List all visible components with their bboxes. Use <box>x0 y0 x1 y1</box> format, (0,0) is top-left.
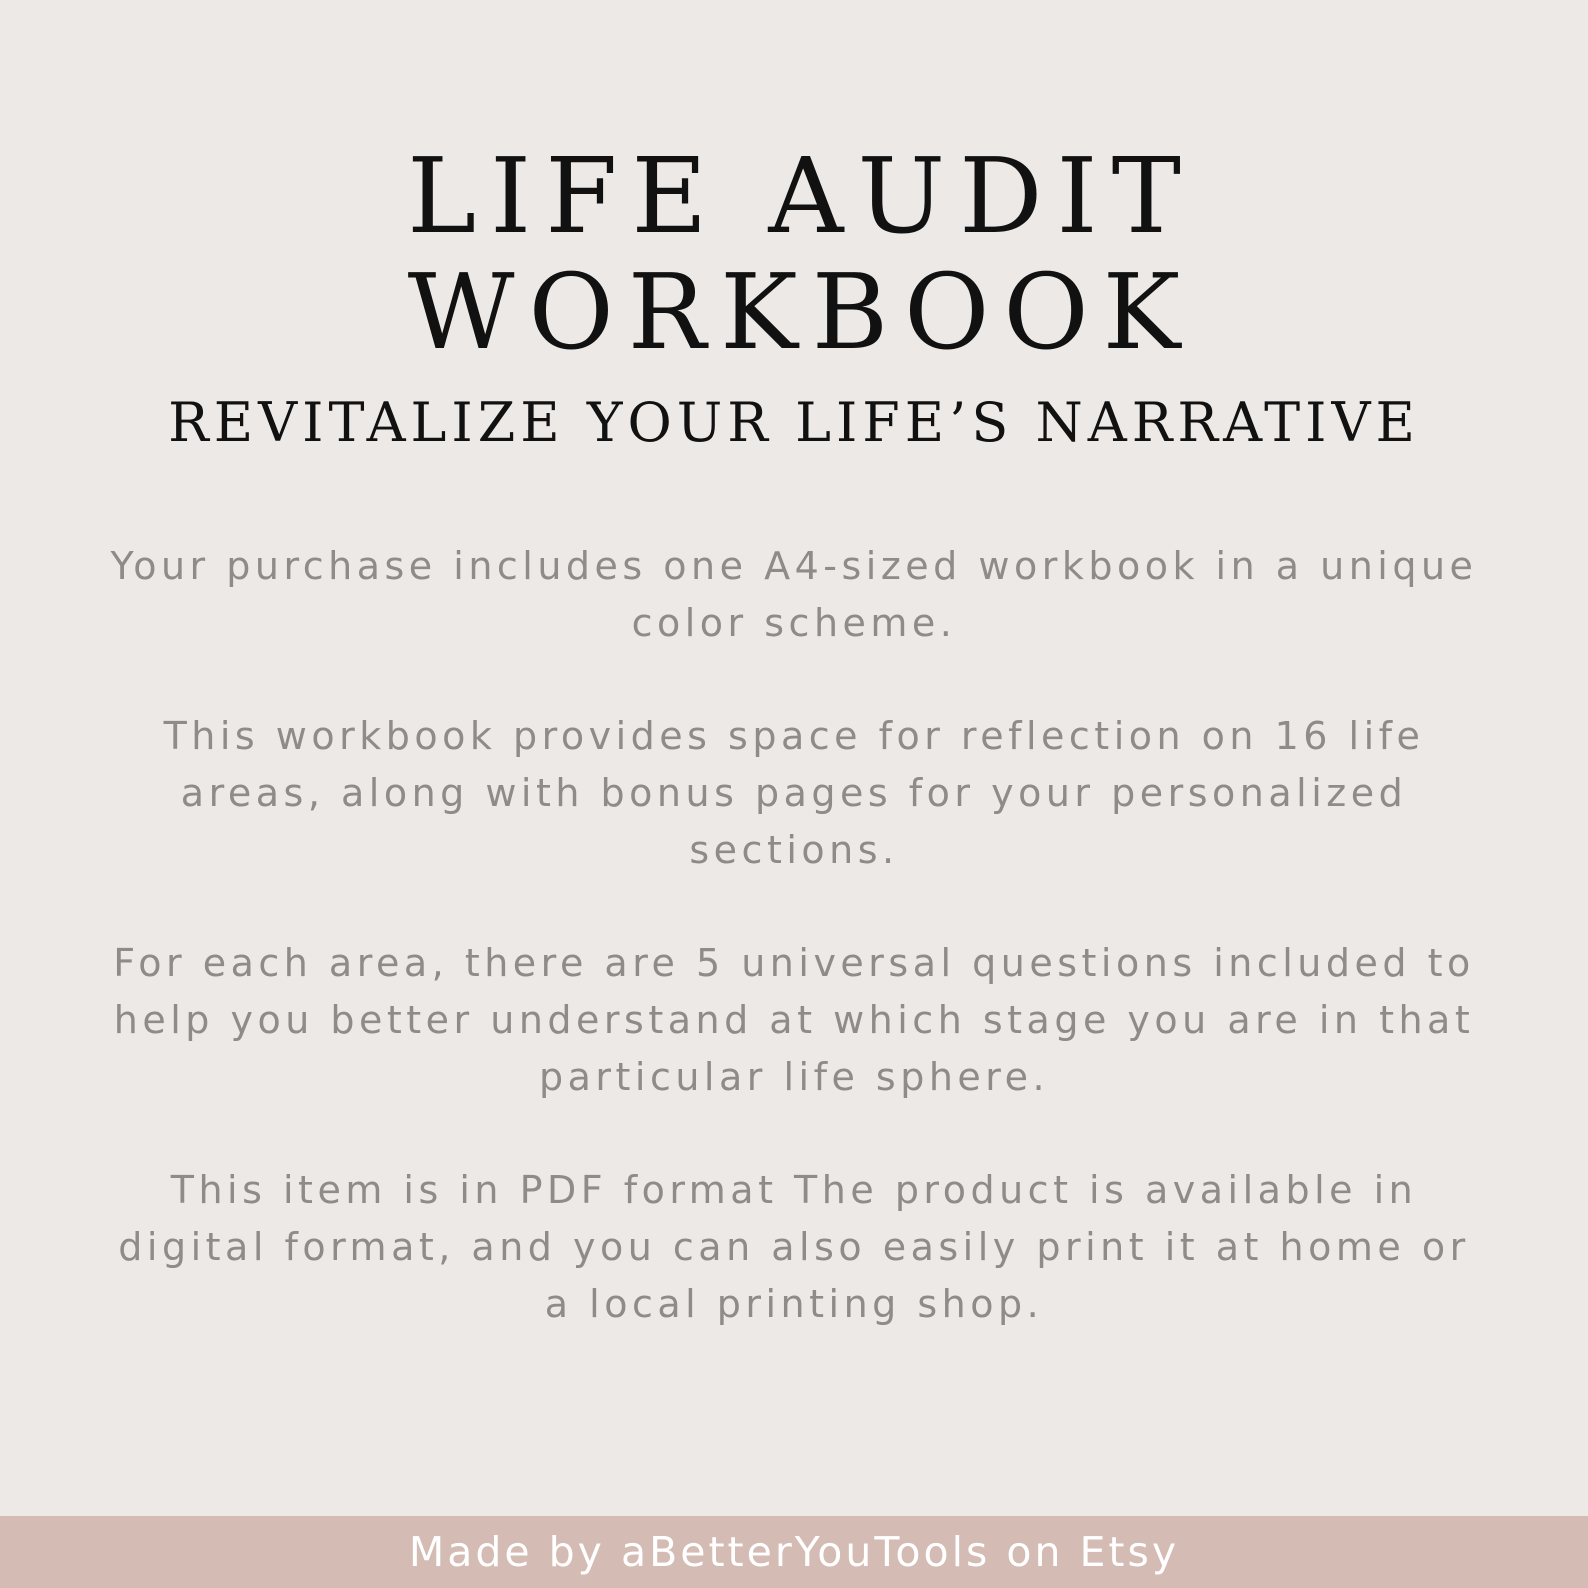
title-line-1: LIFE AUDIT <box>407 135 1195 257</box>
footer-band <box>0 1516 1588 1588</box>
description-paragraph-questions: For each area, there are 5 universal questions included to help you better understand at which stage you are in that particular life sphere. <box>113 941 1475 1099</box>
description-body <box>110 538 1478 1333</box>
description-paragraph-purchase: Your purchase includes one A4-sized workbook in a unique color scheme. <box>110 544 1478 645</box>
description-paragraph-format: This item is in PDF format The product is available in digital format, and you can also easily print it at home or a local printing shop. <box>118 1168 1470 1326</box>
subtitle: REVITALIZE YOUR LIFE’S NARRATIVE <box>168 391 1420 454</box>
description-paragraph-life-areas: This workbook provides space for reflection on 16 life areas, along with bonus pages for your personalized sections. <box>163 714 1425 872</box>
page-title <box>0 135 1588 373</box>
title-line-2: WORKBOOK <box>407 251 1195 373</box>
footer-credit: Made by aBetterYouTools on Etsy <box>408 1528 1180 1576</box>
